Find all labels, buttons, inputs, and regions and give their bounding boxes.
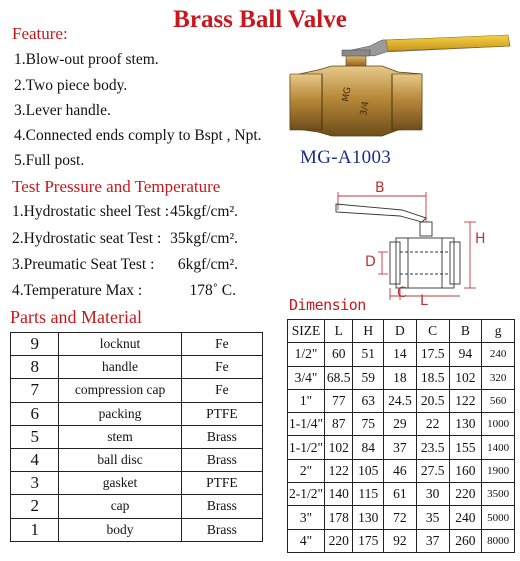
part-no: 4 xyxy=(11,448,59,471)
cell: 1-1/4" xyxy=(288,413,325,436)
part-no: 2 xyxy=(11,495,59,518)
cell: 122 xyxy=(449,389,482,412)
cell: 1-1/2" xyxy=(288,436,325,459)
table-row xyxy=(288,366,515,389)
column-header: H xyxy=(353,320,384,343)
feature-item: 3.Lever handle. xyxy=(14,102,111,119)
cell: 72 xyxy=(384,506,417,529)
cell: 27.5 xyxy=(416,459,449,482)
cell: 105 xyxy=(353,459,384,482)
test-label: 2.Hydrostatic seat Test : xyxy=(12,230,162,247)
table-row xyxy=(11,379,263,402)
test-value: 178˚ C. xyxy=(189,282,236,299)
test-row xyxy=(12,230,238,248)
cell: 35 xyxy=(416,506,449,529)
part-material: Fe xyxy=(181,356,262,379)
part-name: locknut xyxy=(59,333,181,356)
valve-photo xyxy=(282,30,512,140)
cell: 130 xyxy=(449,413,482,436)
table-row xyxy=(288,529,515,552)
cell: 92 xyxy=(384,529,417,552)
cell: 130 xyxy=(353,506,384,529)
dimension-table xyxy=(287,319,515,553)
part-name: ball disc xyxy=(59,448,181,471)
cell: 1900 xyxy=(482,459,515,482)
test-label: 3.Preumatic Seat Test : xyxy=(12,256,155,273)
label-b: B xyxy=(375,180,385,196)
part-name: handle xyxy=(59,356,181,379)
cell: 1400 xyxy=(482,436,515,459)
table-row xyxy=(11,495,263,518)
cell: 102 xyxy=(324,436,353,459)
cell: 320 xyxy=(482,366,515,389)
cell: 24.5 xyxy=(384,389,417,412)
cell: 75 xyxy=(353,413,384,436)
part-no: 9 xyxy=(11,333,59,356)
label-c: C xyxy=(397,285,407,301)
cell: 63 xyxy=(353,389,384,412)
column-header: L xyxy=(324,320,353,343)
cell: 60 xyxy=(324,343,353,366)
column-header: B xyxy=(449,320,482,343)
model-number: MG-A1003 xyxy=(300,147,392,168)
cell: 220 xyxy=(449,483,482,506)
dimension-heading: Dimension xyxy=(289,296,366,314)
part-no: 3 xyxy=(11,472,59,495)
part-no: 6 xyxy=(11,402,59,425)
table-row xyxy=(288,506,515,529)
table-row xyxy=(288,343,515,366)
part-name: gasket xyxy=(59,472,181,495)
cell: 23.5 xyxy=(416,436,449,459)
test-label: 4.Temperature Max : xyxy=(12,282,143,299)
cell: 260 xyxy=(449,529,482,552)
cell: 14 xyxy=(384,343,417,366)
svg-text:3/4: 3/4 xyxy=(359,100,372,117)
column-header: C xyxy=(416,320,449,343)
label-l: L xyxy=(420,293,428,309)
svg-text:MG: MG xyxy=(341,86,354,103)
cell: 240 xyxy=(449,506,482,529)
cell: 77 xyxy=(324,389,353,412)
cell: 3" xyxy=(288,506,325,529)
part-material: Brass xyxy=(181,425,262,448)
cell: 140 xyxy=(324,483,353,506)
cell: 68.5 xyxy=(324,366,353,389)
cell: 18.5 xyxy=(416,366,449,389)
cell: 2" xyxy=(288,459,325,482)
part-name: cap xyxy=(59,495,181,518)
feature-heading: Feature: xyxy=(12,24,68,43)
test-row xyxy=(12,203,238,221)
part-name: stem xyxy=(59,425,181,448)
cell: 1" xyxy=(288,389,325,412)
part-name: body xyxy=(59,518,181,541)
column-header: SIZE xyxy=(288,320,325,343)
parts-heading: Parts and Material xyxy=(10,307,142,327)
table-row xyxy=(11,356,263,379)
cell: 155 xyxy=(449,436,482,459)
test-heading: Test Pressure and Temperature xyxy=(12,177,221,196)
table-row xyxy=(288,436,515,459)
label-d: D xyxy=(365,254,376,270)
cell: 2-1/2" xyxy=(288,483,325,506)
feature-item: 2.Two piece body. xyxy=(14,77,128,94)
cell: 160 xyxy=(449,459,482,482)
cell: 87 xyxy=(324,413,353,436)
part-name: packing xyxy=(59,402,181,425)
cell: 560 xyxy=(482,389,515,412)
part-name: compression cap xyxy=(59,379,181,402)
column-header: D xyxy=(384,320,417,343)
table-row xyxy=(288,459,515,482)
page-title: Brass Ball Valve xyxy=(173,6,347,33)
table-row xyxy=(288,389,515,412)
cell: 102 xyxy=(449,366,482,389)
cell: 1/2" xyxy=(288,343,325,366)
test-value: 45kgf/cm². xyxy=(170,203,238,220)
cell: 115 xyxy=(353,483,384,506)
cell: 37 xyxy=(416,529,449,552)
table-row xyxy=(11,425,263,448)
table-row xyxy=(11,448,263,471)
cell: 84 xyxy=(353,436,384,459)
table-row xyxy=(11,518,263,541)
cell: 59 xyxy=(353,366,384,389)
feature-item: 5.Full post. xyxy=(14,152,85,169)
feature-item: 4.Connected ends comply to Bspt , Npt. xyxy=(14,127,262,144)
part-no: 7 xyxy=(11,379,59,402)
test-value: 6kgf/cm². xyxy=(177,256,238,273)
valve-dimension-drawing xyxy=(330,176,520,304)
label-h: H xyxy=(475,231,486,247)
part-material: PTFE xyxy=(181,402,262,425)
cell: 3/4" xyxy=(288,366,325,389)
cell: 17.5 xyxy=(416,343,449,366)
cell: 3500 xyxy=(482,483,515,506)
test-value: 35kgf/cm². xyxy=(170,230,238,247)
cell: 4" xyxy=(288,529,325,552)
cell: 122 xyxy=(324,459,353,482)
part-material: Brass xyxy=(181,448,262,471)
part-no: 1 xyxy=(11,518,59,541)
test-row xyxy=(12,256,238,274)
cell: 29 xyxy=(384,413,417,436)
part-material: Fe xyxy=(181,379,262,402)
cell: 178 xyxy=(324,506,353,529)
test-row xyxy=(12,282,236,300)
cell: 22 xyxy=(416,413,449,436)
table-row xyxy=(288,483,515,506)
cell: 220 xyxy=(324,529,353,552)
cell: 37 xyxy=(384,436,417,459)
table-row xyxy=(288,413,515,436)
cell: 94 xyxy=(449,343,482,366)
part-material: Fe xyxy=(181,333,262,356)
table-row xyxy=(11,402,263,425)
cell: 5000 xyxy=(482,506,515,529)
test-label: 1.Hydrostatic sheel Test : xyxy=(12,203,170,220)
cell: 61 xyxy=(384,483,417,506)
cell: 1000 xyxy=(482,413,515,436)
cell: 8000 xyxy=(482,529,515,552)
cell: 46 xyxy=(384,459,417,482)
parts-table xyxy=(10,332,263,542)
part-material: PTFE xyxy=(181,472,262,495)
cell: 175 xyxy=(353,529,384,552)
cell: 51 xyxy=(353,343,384,366)
part-no: 5 xyxy=(11,425,59,448)
part-material: Brass xyxy=(181,518,262,541)
column-header: g xyxy=(482,320,515,343)
cell: 18 xyxy=(384,366,417,389)
cell: 30 xyxy=(416,483,449,506)
cell: 240 xyxy=(482,343,515,366)
table-row xyxy=(11,472,263,495)
table-row xyxy=(11,333,263,356)
table-header-row xyxy=(288,320,515,343)
part-no: 8 xyxy=(11,356,59,379)
cell: 20.5 xyxy=(416,389,449,412)
part-material: Brass xyxy=(181,495,262,518)
feature-item: 1.Blow-out proof stem. xyxy=(14,51,159,68)
